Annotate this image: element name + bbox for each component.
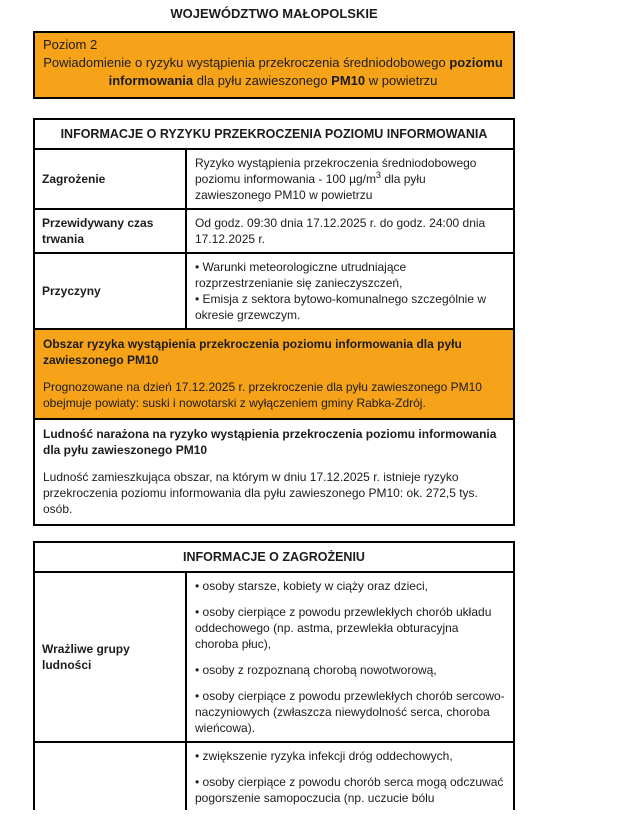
health-effect-item: • osoby cierpiące z powodu chorób serca mogą odczuwać pogorszenie samopoczucia (np. uczucie bólu (195, 775, 504, 805)
table-row-sensitive-groups (35, 573, 513, 743)
cause-item: • Warunki meteorologiczne utrudniające rozprzestrzenianie się zanieczyszczeń, (195, 260, 407, 290)
risk-area-title: Obszar ryzyka wystąpienia przekroczenia poziomu informowania dla pyłu zawieszonego PM10 (43, 337, 462, 367)
superscript-3: 3 (376, 170, 382, 180)
row-label-causes: Przyczyny (35, 254, 187, 328)
risk-table-header: INFORMACJE O RYZYKU PRZEKROCZENIA POZIOMU INFORMOWANIA (35, 120, 513, 150)
page-title: WOJEWÓDZTWO MAŁOPOLSKIE (170, 6, 378, 21)
alert-level-label: Poziom 2 (43, 37, 98, 52)
table-row-causes (35, 254, 513, 330)
table-row-health-effects (35, 743, 513, 810)
alert-message-bold: PM10 (331, 73, 366, 88)
row-value-duration: Od godz. 09:30 dnia 17.12.2025 r. do godz. 24:00 dnia 17.12.2025 r. (195, 216, 486, 246)
row-label-sensitive-groups: Wrażliwe grupy ludności (35, 573, 187, 741)
sensitive-group-item: • osoby starsze, kobiety w ciąży oraz dzieci, (195, 579, 428, 593)
row-value-health-effects (187, 743, 513, 810)
alert-message-bold: poziomu informowania (108, 55, 503, 88)
row-label-duration: Przewidywany czas trwania (35, 210, 187, 252)
population-title: Ludność narażona na ryzyko wystąpienia przekroczenia poziomu informowania dla pyłu zawieszonego PM10 (43, 427, 497, 457)
row-label-health-effects (35, 743, 187, 810)
sensitive-group-item: • osoby cierpiące z powodu przewlekłych chorób sercowo-naczyniowych (zwłaszcza niewydolność serca, choroba wieńcowa). (195, 689, 505, 735)
alert-banner (33, 31, 515, 99)
threat-text: Ryzyko wystąpienia przekroczenia średniodobowego poziomu informowania - 100 µg/m (195, 156, 477, 186)
cause-item: • Emisja z sektora bytowo-komunalnego szczególnie w okresie grzewczym. (195, 292, 486, 322)
alert-message (43, 54, 503, 90)
document-content (33, 0, 515, 810)
population-row (35, 420, 513, 524)
alert-message-part: dla pyłu zawieszonego (193, 73, 332, 88)
threat-text: dla pyłu zawieszonego PM10 w powietrzu (195, 172, 426, 202)
alert-message-part: w powietrzu (365, 73, 438, 88)
row-label-threat: Zagrożenie (35, 150, 187, 208)
row-value-sensitive-groups (187, 573, 513, 741)
population-body: Ludność zamieszkująca obszar, na którym w dniu 17.12.2025 r. istnieje ryzyko przekroczenia poziomu informowania dla pyłu zawieszonego PM10: ok. 272,5 tys. osób. (43, 470, 478, 516)
alert-message-part: Powiadomienie o ryzyku wystąpienia przekroczenia średniodobowego (43, 55, 450, 70)
hazard-table-header: INFORMACJE O ZAGROŻENIU (35, 543, 513, 573)
table-row-duration (35, 210, 513, 254)
sensitive-group-item: • osoby cierpiące z powodu przewlekłych chorób układu oddechowego (np. astma, przewlekła obturacyjna choroba płuc), (195, 605, 492, 651)
health-effect-item: • zwiększenie ryzyka infekcji dróg oddechowych, (195, 749, 453, 763)
table-row-threat (35, 150, 513, 210)
risk-area-row (35, 330, 513, 420)
row-value-threat (187, 150, 513, 208)
risk-area-body: Prognozowane na dzień 17.12.2025 r. przekroczenie dla pyłu zawieszonego PM10 obejmuje powiaty: suski i nowotarski z wyłączeniem gminy Rabka-Zdrój. (43, 380, 482, 410)
row-value-causes (187, 254, 513, 328)
risk-info-table (33, 118, 515, 526)
hazard-info-table (33, 541, 515, 810)
sensitive-group-item: • osoby z rozpoznaną chorobą nowotworową, (195, 663, 437, 677)
